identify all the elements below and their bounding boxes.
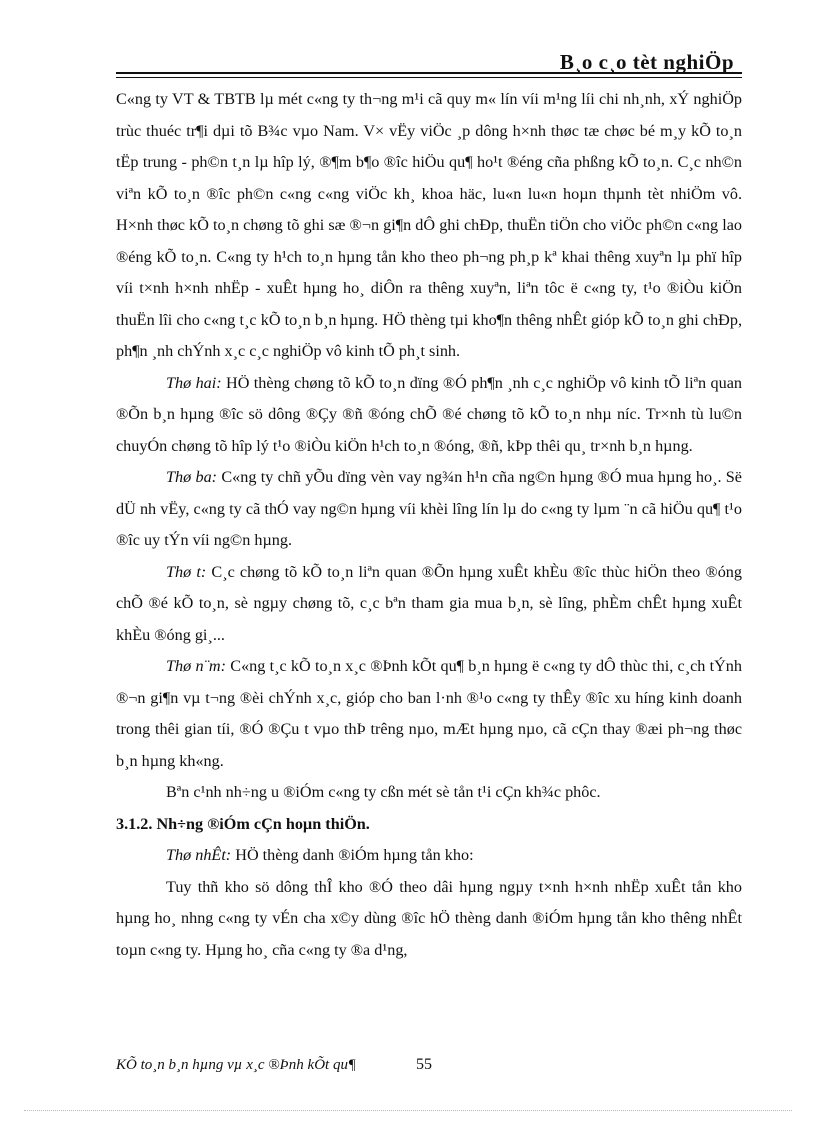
paragraph — [116, 84, 742, 368]
paragraph-text: Bªn c¹nh nh÷ng u ®iÓm c«ng ty cßn mét sè tån t¹i cÇn kh¾c phôc. — [166, 783, 601, 801]
paragraph-text: HÖ thèng danh ®iÓm hµng tån kho: — [231, 846, 474, 864]
paragraph-lead: Thø t: — [166, 562, 207, 581]
paragraph-text: C«ng ty chñ yÕu dïng vèn vay ng¾n h¹n cña ng©n hµng ®Ó mua hµng ho¸. Së dÜ nh vËy, c«ng ty cã thÓ vay ng©n hµng víi khèi lîng lín lµ do c«ng ty lµm ¨n cã hiÖu qu¶ t¹o ®îc uy tÝn víi ng©n hµng. — [116, 468, 742, 549]
paragraph-lead: Thø hai: — [166, 373, 222, 392]
paragraph — [116, 840, 742, 872]
header-rule-thin — [116, 77, 742, 78]
footer-caption: KÕ to¸n b¸n hµng vµ x¸c ®Þnh kÕt qu¶ — [116, 1057, 356, 1073]
paragraph-text: C«ng ty VT & TBTB lµ mét c«ng ty th¬ng m¹i cã quy m« lín víi m¹ng líi chi nh¸nh, xÝ nghiÖp trùc thuéc tr¶i dµi tõ B¾c vµo Nam. V× vËy viÖc ¸p dông h×nh thøc tæ chøc bé m¸y kÕ to¸n tËp trung - ph©n t¸n lµ hîp lý, ®¶m b¶o ®îc hiÖu qu¶ ho¹t ®éng cña phßng kÕ to¸n. C¸c nh©n viªn kÕ to¸n ®îc ph©n c«ng c«ng viÖc kh¸ khoa häc, lu«n lu«n hoµn thµnh tèt nhiÖm vô. H×nh thøc kÕ to¸n chøng tõ ghi sæ ®¬n gi¶n dÔ ghi chÐp, thuËn tiÖn cho viÖc ph©n c«ng lao ®éng kÕ to¸n. C«ng ty h¹ch to¸n hµng tån kho theo ph¬ng ph¸p kª khai thêng xuyªn lµ phï hîp víi t×nh h×nh nhËp - xuÊt hµng ho¸ diÔn ra thêng xuyªn, liªn tôc ë c«ng ty, t¹o ®iÒu kiÖn thuËn lîi cho c«ng t¸c kÕ to¸n b¸n hµng. HÖ thèng tµi kho¶n thêng nhÊt gióp kÕ to¸n ghi chÐp, ph¶n ¸nh chÝnh x¸c c¸c nghiÖp vô kinh tÕ ph¸t sinh. — [116, 90, 742, 360]
paragraph — [116, 462, 742, 557]
section-heading: 3.1.2. Nh÷ng ®iÓm cÇn hoµn thiÖn. — [116, 814, 370, 833]
page-separator — [24, 1110, 792, 1111]
paragraph-text: C«ng t¸c kÕ to¸n x¸c ®Þnh kÕt qu¶ b¸n hµng ë c«ng ty dÔ thùc thi, c¸ch tÝnh ®¬n gi¶n vµ t¬ng ®èi chÝnh x¸c, gióp cho ban l·nh ®¹o c«ng ty thÊy ®îc xu híng kinh doanh trong thêi gian tíi, ®Ó ®Çu t vµo thÞ trêng nµo, mÆt hµng nµo, cã cÇn thay ®æi ph¬ng thøc b¸n hµng kh«ng. — [116, 657, 742, 770]
paragraph — [116, 368, 742, 463]
header-rule-thick — [116, 72, 742, 74]
paragraph — [116, 557, 742, 652]
body-text — [116, 84, 742, 966]
paragraph-lead: Thø n¨m: — [166, 657, 227, 675]
paragraph-lead: Thø nhÊt: — [166, 846, 232, 864]
page-header-title: B¸o c¸o tèt nghiÖp — [559, 50, 734, 74]
paragraph-text: HÖ thèng chøng tõ kÕ to¸n dïng ®Ó ph¶n ¸nh c¸c nghiÖp vô kinh tÕ liªn quan ®Õn b¸n hµng ®îc sö dông ®Çy ®ñ ®óng chÕ ®é chøng tõ kÕ to¸n nhµ níc. Tr×nh tù lu©n chuyÓn chøng tõ hîp lý t¹o ®iÒu kiÖn h¹ch to¸n ®óng, ®ñ, kÞp thêi qu¸ tr×nh b¸n hµng. — [116, 373, 742, 455]
paragraph — [116, 872, 742, 967]
paragraph-text: C¸c chøng tõ kÕ to¸n liªn quan ®Õn hµng xuÊt khÈu ®îc thùc hiÖn theo ®óng chÕ ®é kÕ to¸n, sè ngµy chøng tõ, c¸c bªn tham gia mua b¸n, sè lîng, phÈm chÊt hµng xuÊt khÈu ®óng gi¸... — [116, 562, 742, 644]
paragraph — [116, 777, 742, 809]
page-number: 55 — [416, 1056, 432, 1073]
paragraph-lead: Thø ba: — [166, 468, 218, 486]
paragraph — [116, 651, 742, 777]
paragraph-text: Tuy thñ kho sö dông thÎ kho ®Ó theo dâi hµng ngµy t×nh h×nh nhËp xuÊt tån kho hµng ho¸ nhng c«ng ty vÉn cha x©y dùng ®îc hÖ thèng danh ®iÓm hµng tån kho thêng nhÊt toµn c«ng ty. Hµng ho¸ cña c«ng ty ®a d¹ng, — [116, 877, 742, 959]
